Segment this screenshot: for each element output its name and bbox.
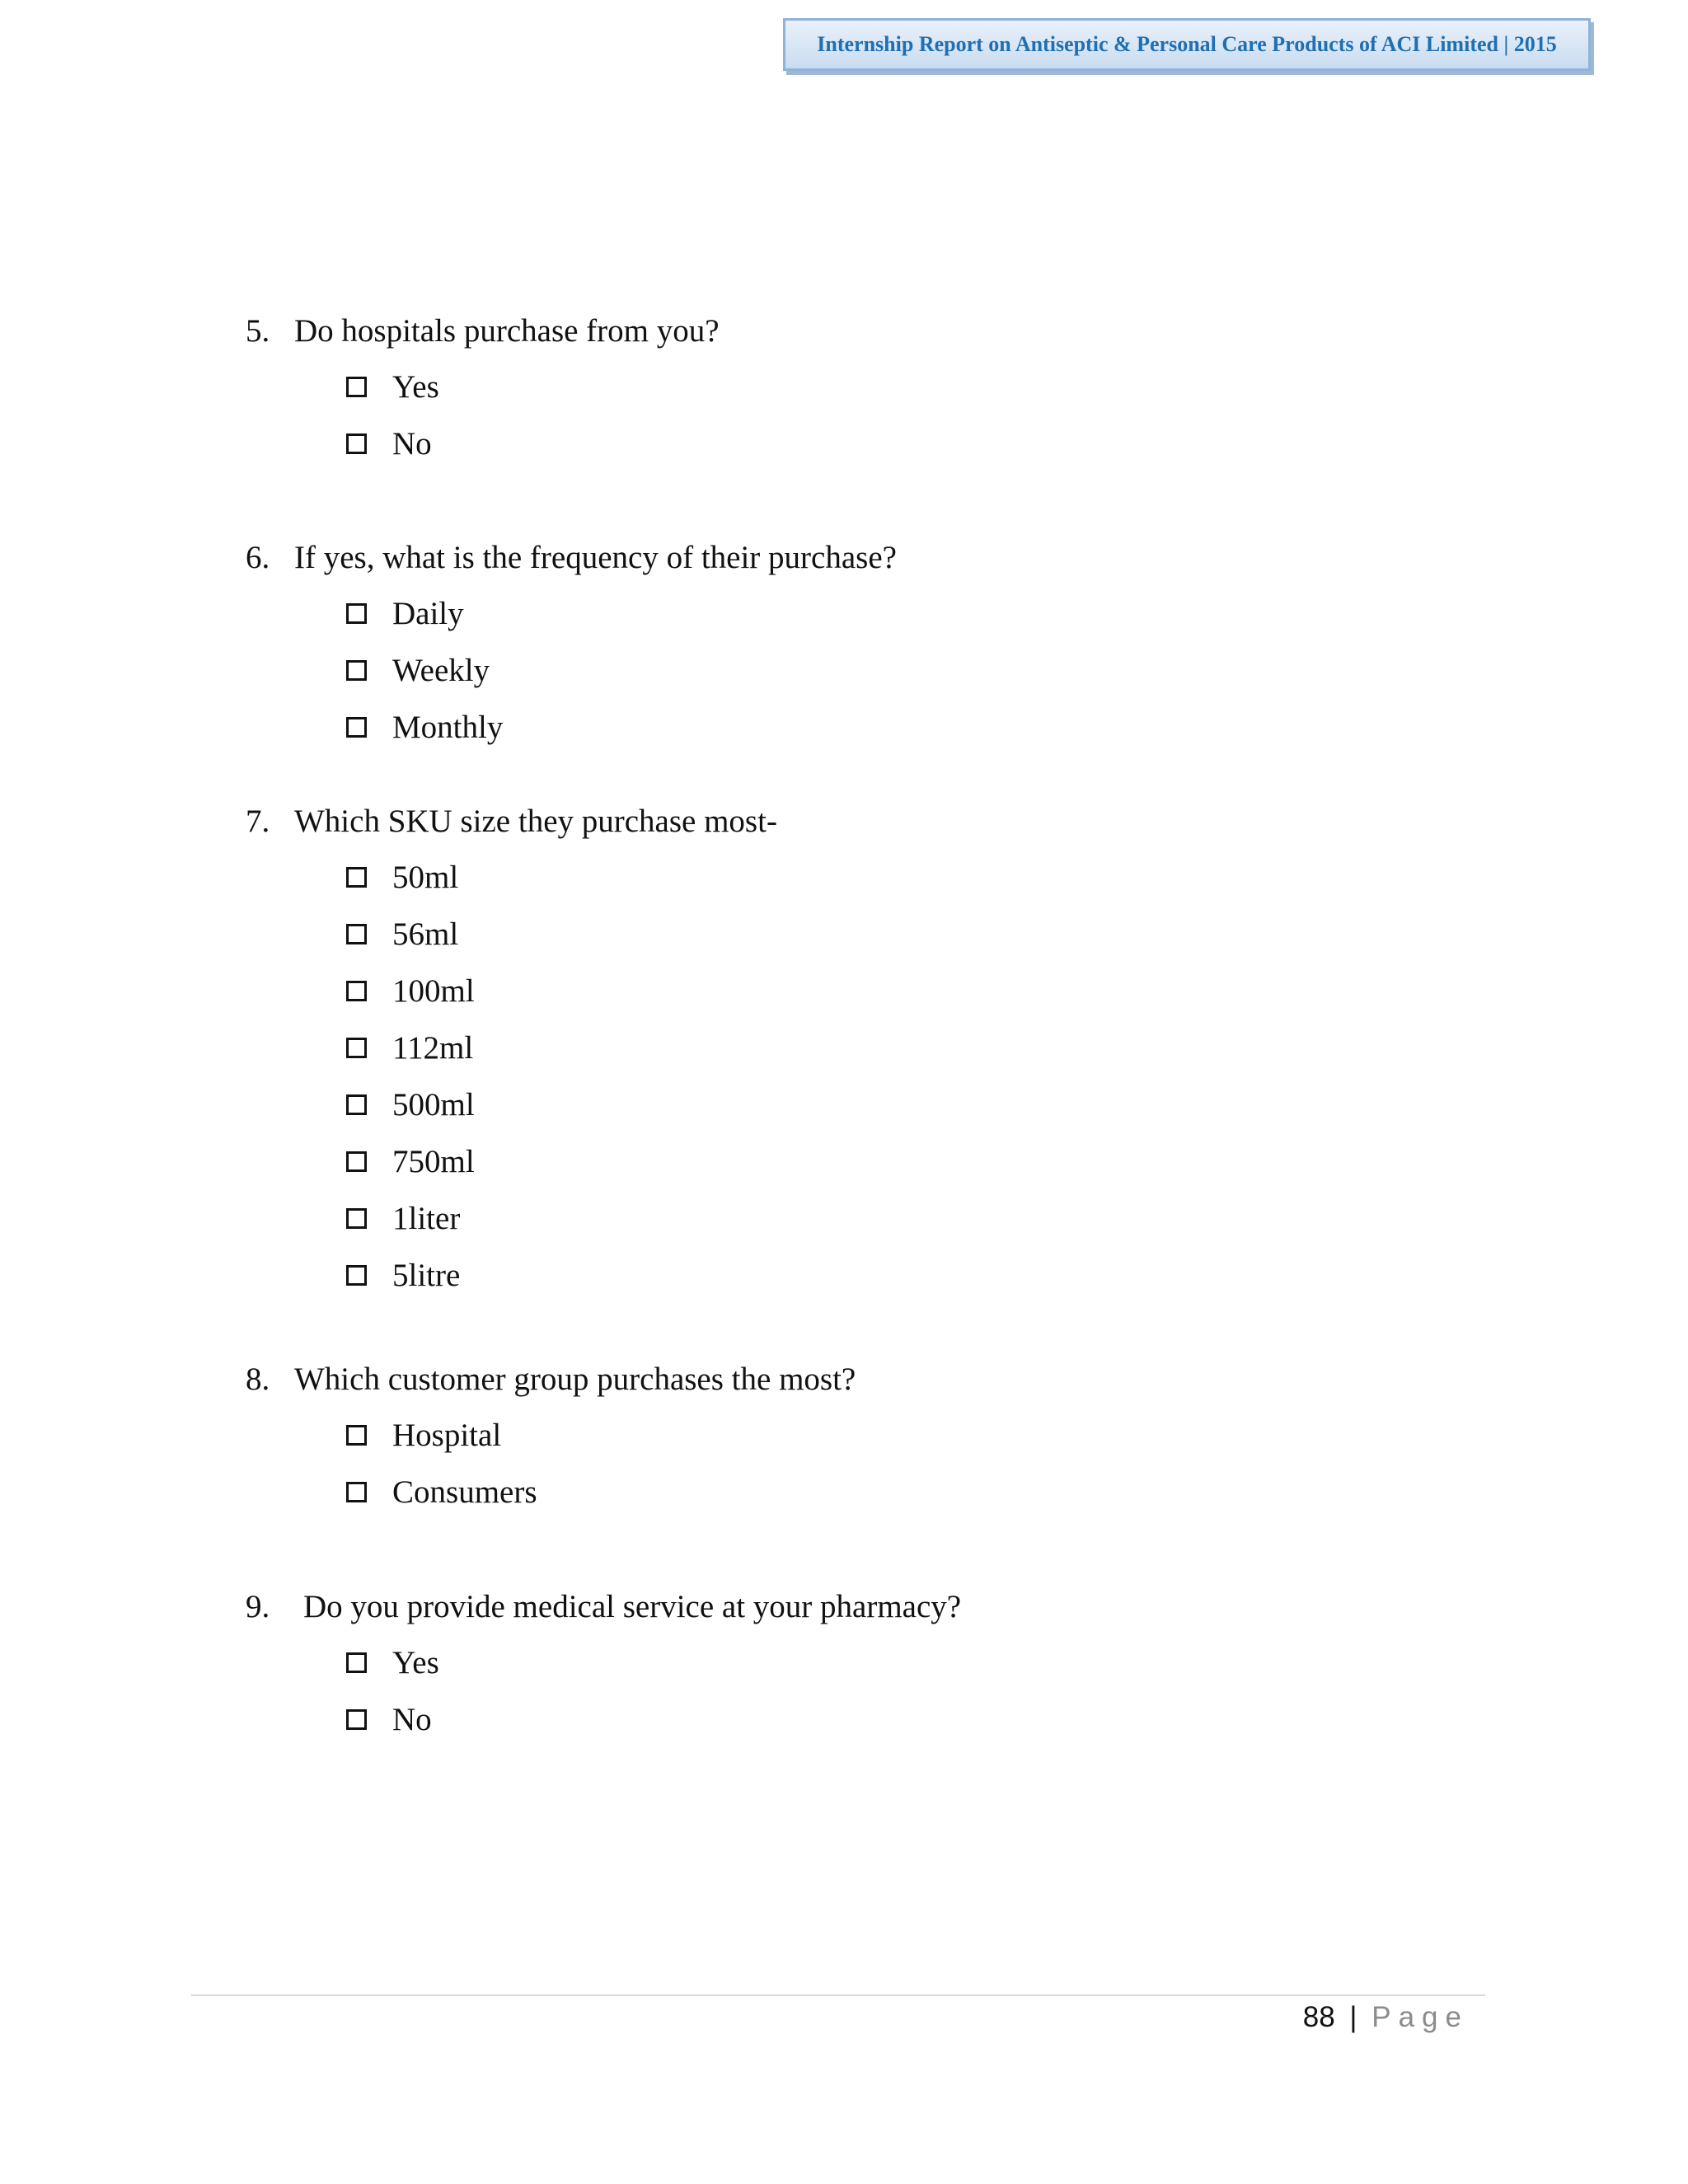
question-text: Which SKU size they purchase most-: [294, 804, 777, 839]
checkbox-icon[interactable]: [346, 434, 367, 454]
option-weekly[interactable]: [346, 654, 490, 687]
option-label: 500ml: [392, 1087, 475, 1122]
footer-separator: |: [1349, 2001, 1357, 2033]
option-label: Monthly: [392, 710, 504, 745]
option-label: 112ml: [392, 1030, 474, 1066]
option-no[interactable]: [346, 1704, 432, 1736]
question-number: 9.: [246, 1589, 270, 1624]
option-yes[interactable]: [346, 371, 439, 403]
option-consumers[interactable]: [346, 1476, 537, 1508]
footer-divider: [191, 1994, 1485, 1996]
question-text: Do you provide medical service at your pharmacy?: [303, 1589, 962, 1624]
question-number: 5.: [246, 313, 270, 349]
checkbox-icon[interactable]: [346, 924, 367, 944]
question-text: If yes, what is the frequency of their purchase?: [294, 540, 897, 575]
option-label: 5litre: [392, 1258, 461, 1293]
page-footer: [1303, 2001, 1469, 2034]
page-number: 88: [1302, 2001, 1335, 2033]
checkbox-icon[interactable]: [346, 1265, 367, 1286]
question-text: Do hospitals purchase from you?: [294, 313, 720, 349]
running-header: [783, 18, 1591, 71]
option-monthly[interactable]: [346, 711, 503, 743]
checkbox-icon[interactable]: [346, 1208, 367, 1229]
checkbox-icon[interactable]: [346, 981, 367, 1001]
checkbox-icon[interactable]: [346, 1094, 367, 1115]
checkbox-icon[interactable]: [346, 1151, 367, 1172]
checkbox-icon[interactable]: [346, 867, 367, 888]
option-750ml[interactable]: [346, 1146, 475, 1178]
running-header-title: Internship Report on Antiseptic & Personal Care Products of ACI Limited | 2015: [817, 32, 1557, 56]
checkbox-icon[interactable]: [346, 603, 367, 624]
page-label: Page: [1372, 2001, 1469, 2033]
option-hospital[interactable]: [346, 1419, 501, 1451]
option-label: 1liter: [392, 1201, 461, 1236]
question-number: 7.: [246, 804, 270, 839]
option-label: Yes: [392, 1645, 439, 1680]
checkbox-icon[interactable]: [346, 1482, 367, 1502]
option-label: Daily: [392, 596, 464, 631]
option-label: No: [392, 426, 432, 462]
option-5litre[interactable]: [346, 1259, 460, 1291]
question-text: Which customer group purchases the most?: [294, 1361, 856, 1397]
checkbox-icon[interactable]: [346, 1652, 367, 1673]
option-label: Consumers: [392, 1474, 537, 1510]
option-112ml[interactable]: [346, 1032, 473, 1064]
option-56ml[interactable]: [346, 918, 458, 950]
option-100ml[interactable]: [346, 975, 475, 1007]
option-label: Yes: [392, 369, 439, 405]
option-label: 750ml: [392, 1144, 475, 1179]
option-500ml[interactable]: [346, 1089, 475, 1121]
checkbox-icon[interactable]: [346, 1038, 367, 1058]
option-label: 50ml: [392, 860, 459, 895]
checkbox-icon[interactable]: [346, 377, 367, 397]
option-daily[interactable]: [346, 598, 464, 630]
question-number: 8.: [246, 1361, 270, 1397]
option-no[interactable]: [346, 428, 432, 460]
option-50ml[interactable]: [346, 861, 458, 893]
option-label: 56ml: [392, 916, 459, 952]
option-1liter[interactable]: [346, 1202, 460, 1235]
option-label: 100ml: [392, 973, 475, 1009]
option-label: Hospital: [392, 1418, 502, 1453]
checkbox-icon[interactable]: [346, 717, 367, 738]
checkbox-icon[interactable]: [346, 1425, 367, 1446]
question-number: 6.: [246, 540, 270, 575]
checkbox-icon[interactable]: [346, 660, 367, 681]
checkbox-icon[interactable]: [346, 1709, 367, 1730]
option-yes[interactable]: [346, 1647, 439, 1679]
option-label: Weekly: [392, 653, 490, 688]
option-label: No: [392, 1702, 432, 1737]
